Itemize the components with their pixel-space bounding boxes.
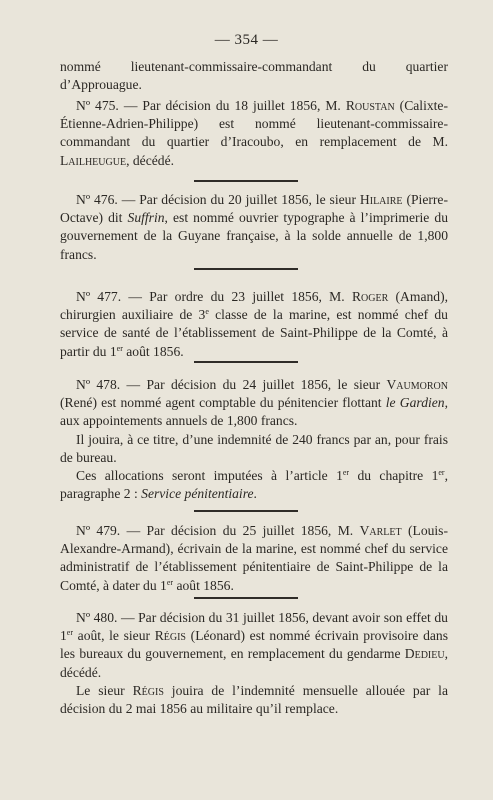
person-name: Régis [132,682,164,698]
person-name: Roustan [345,98,395,113]
paragraph: Nº 480. — Par décision du 31 juillet 1856, devant avoir son effet du 1er août, le sieur Régis (Léonard) est nommé écrivain provisoire dans les bureaux du gouvernement, en remplacement du gendarme Dedieu, décédé. [60,610,448,680]
section-divider [194,597,298,599]
entry-475 [60,97,448,170]
paragraph: Nº 478. — Par décision du 24 juillet 1856, le sieur Vaumoron (René) est nommé agent comptable du pénitencier flottant le Gardien, aux appointements annuels de 1,800 francs. [60,377,449,429]
paragraph: Nº 476. — Par décision du 20 juillet 1856, le sieur Hilaire (Pierre-Octave) dit Suffrin, est nommé ouvrier typographe à l’imprimerie du gouvernement de la Guyane française, à la solde annuelle de 1,800 francs. [60,192,449,262]
section-divider [194,361,298,363]
entry-480 [60,609,448,718]
page-number: — 354 — [214,32,279,48]
section-divider [194,268,298,270]
person-name: Hilaire [359,192,403,207]
paragraph: nommé lieutenant-commissaire-commandant du quartier d’Approuague. [60,59,448,93]
paragraph: Il jouira, à ce titre, d’une indemnité de 240 francs par an, pour frais de bureau. [60,431,448,465]
entry-number: Nº 478. [76,377,121,392]
entry-number: Nº 477. [76,289,122,304]
paragraph: Le sieur Régis jouira de l’indemnité mensuelle allouée par la décision du 2 mai 1856 au militaire qu’il remplace. [60,682,448,717]
entry-477 [60,288,448,361]
section-divider [194,180,298,182]
person-name: Varlet [359,523,402,538]
entry-number: Nº 476. [76,192,118,207]
person-name: Lailheugue [60,152,127,168]
entry-476 [60,191,448,264]
section-divider [194,510,298,512]
person-name: Dedieu [404,646,445,662]
ship-name: le Gardien [385,395,445,411]
paragraph: Nº 479. — Par décision du 25 juillet 1856, M. Varlet (Louis-Alexandre-Armand), écrivain de la marine, est nommé chef du service administratif de l’établissement pénitentiaire de Saint-Philippe de la Comté, à dater du 1er août 1856. [60,523,449,593]
paragraph: Ces allocations seront imputées à l’article 1er du chapitre 1er, paragraphe 2 : Service pénitentiaire. [60,468,448,502]
entry-478 [60,376,448,503]
alias-name: Suffrin [127,210,165,226]
continued-paragraph [60,58,448,94]
entry-479 [60,522,448,595]
paragraph: Nº 475. — Par décision du 18 juillet 1856, M. Roustan (Calixte-Étienne-Adrien-Philippe) est nommé lieutenant-commissaire-commandant du quartier d’Iracoubo, en remplacement de M. Lailheugue, décédé. [60,98,448,168]
paragraph: Nº 477. — Par ordre du 23 juillet 1856, M. Roger (Amand), chirurgien auxiliaire de 3e classe de la marine, est nommé chef du service de santé de l’établissement de Saint-Philippe de la Comté, à partir du 1er août 1856. [60,289,448,359]
person-name: Vaumoron [386,377,448,392]
entry-number: Nº 480. [76,610,118,625]
italic-reference: Service pénitentiaire [141,486,254,502]
person-name: Régis [154,628,186,644]
entry-number: Nº 479. [76,523,121,538]
person-name: Roger [351,289,389,304]
entry-number: Nº 475. [76,98,119,113]
